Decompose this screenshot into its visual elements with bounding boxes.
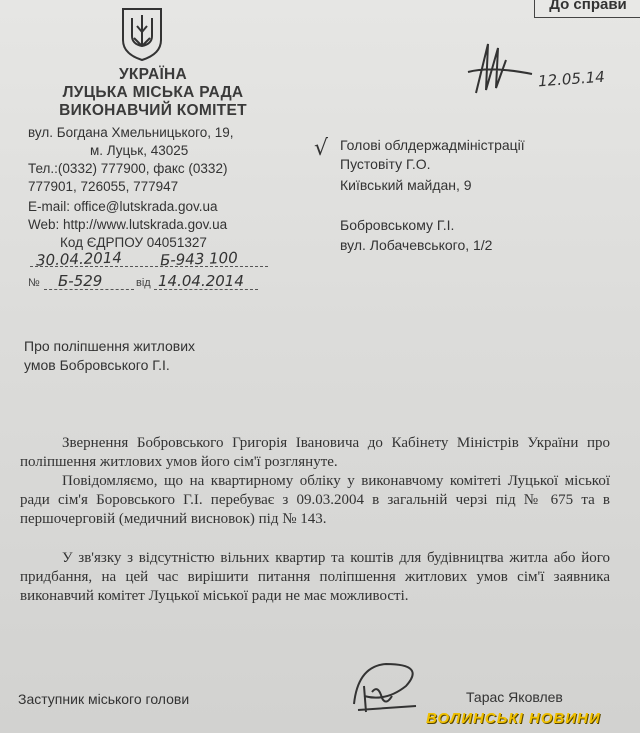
address-line-1: вул. Богдана Хмельницького, 19, <box>28 125 234 140</box>
handwritten-date: 30.04.2014 <box>35 248 123 270</box>
subject-line-1: Про поліпшення житлових <box>24 338 196 354</box>
address-line-2: м. Луцьк, 43025 <box>90 143 189 158</box>
subject-line-2: умов Бобровського Г.І. <box>24 357 170 373</box>
resolution-scribble <box>462 38 542 98</box>
recipient-2-name: Бобровському Г.І. <box>340 217 455 233</box>
phone-line-2: 777901, 726055, 777947 <box>28 179 179 194</box>
registration-underline-1 <box>30 266 268 267</box>
recipient-2-address: вул. Лобачевського, 1/2 <box>340 237 493 253</box>
email-line: E-mail: office@lutskrada.gov.ua <box>28 199 218 214</box>
body-paragraph-3: У зв'язку з відсутністю вільних квартир та коштів для будівництва житла або його придбання, на цей час вирішити питання поліпшення житлових умов сім'ї заявника виконавчий комітет Луцької міської ради не має можливості. <box>20 550 610 604</box>
letterhead <box>18 66 288 120</box>
recipient-1-address: Київський майдан, 9 <box>340 177 472 193</box>
to-file-stamp: До справи <box>534 0 640 18</box>
registration-no-label: № <box>28 277 40 289</box>
registration-from-label: від <box>136 277 151 289</box>
web-line: Web: http://www.lutskrada.gov.ua <box>28 217 228 232</box>
signatory-name: Тарас Яковлев <box>466 689 563 705</box>
recipient-1-name: Пустовіту Г.О. <box>340 156 431 172</box>
registration-from-underline <box>154 289 258 290</box>
handwritten-signature <box>346 646 430 718</box>
registration-no-underline <box>44 289 134 290</box>
country-name: УКРАЇНА <box>118 66 188 83</box>
body-paragraph-1: Звернення Бобровського Григорія Івановича до Кабінету Міністрів України про поліпшення житлових умов його сім'ї розглянуте. <box>20 435 610 470</box>
coat-of-arms-icon <box>120 6 164 62</box>
signatory-position: Заступник міського голови <box>18 691 190 707</box>
watermark-logo: ВОЛИНСЬКІ НОВИНИ <box>426 710 601 727</box>
council-name: ЛУЦЬКА МІСЬКА РАДА <box>62 84 244 101</box>
recipient-1-title: Голові облдержадміністрації <box>340 137 525 153</box>
handwritten-reference: Б-943 100 <box>159 248 239 270</box>
resolution-date: 12.05.14 <box>537 67 606 91</box>
phone-line-1: Тел.:(0332) 777900, факс (0332) <box>28 161 228 176</box>
checkmark: √ <box>314 136 329 161</box>
registration-no-value: Б-529 <box>58 272 103 290</box>
edrpou-code: Код ЄДРПОУ 04051327 <box>60 235 207 250</box>
committee-name: ВИКОНАВЧИЙ КОМІТЕТ <box>59 102 247 119</box>
body-paragraph-2: Повідомляємо, що на квартирному обліку у виконавчому комітеті Луцької міської ради сім'я Боровського Г.І. перебуває з 09.03.2004 в загальній черзі під № 675 та в першочерговій (медичний висновок) під № 143. <box>20 473 610 527</box>
registration-from-value: 14.04.2014 <box>158 272 244 290</box>
